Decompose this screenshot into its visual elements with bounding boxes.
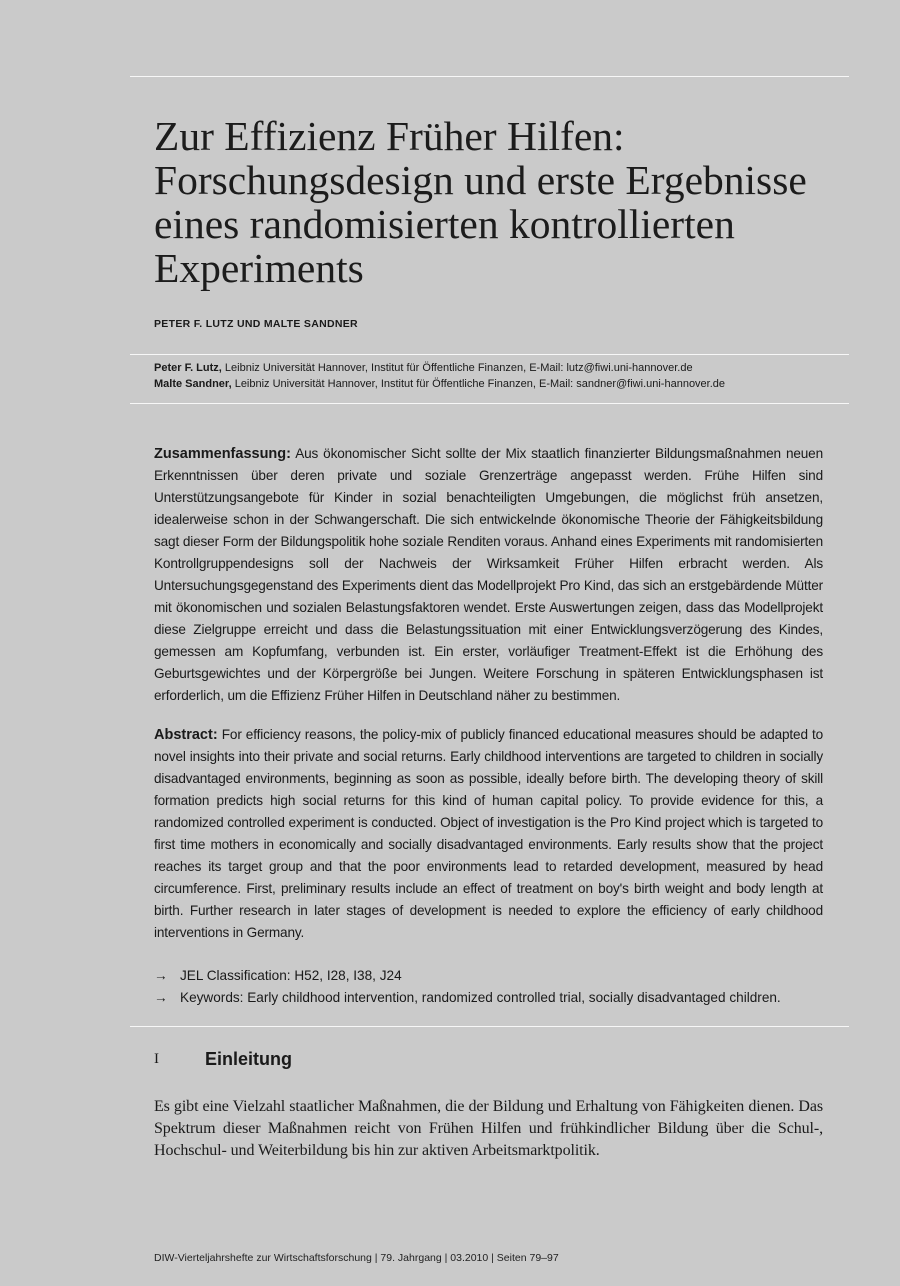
zusammenfassung-text: Aus ökonomischer Sicht sollte der Mix staatlich finanzierter Bildungsmaßnahmen neuen Erkenntnissen über deren private und soziale Grenzerträge angepasst werden. Frühe Hilfen sind Unterstützungsangebote für Kinder in sozial benachteiligten Umgebungen, die möglichst früh ansetzen, idealerweise schon in der Schwangerschaft. Die sich entwickelnde ökonomische Theorie der Fähigkeitsbildung sagt dieser Form der Bildungspolitik hohe soziale Renditen voraus. Anhand eines Experiments mit randomisierten Kontrollgruppendesigns soll der Nachweis der Wirksamkeit Früher Hilfen erbracht werden. Als Untersuchungsgegenstand des Experiments dient das Modellprojekt Pro Kind, das sich an erstgebärdende Mütter mit ökonomischen und sozialen Belastungsfaktoren wendet. Erste Auswertungen zeigen, dass das Modellprojekt diese Zielgruppe erreicht und dass die Belastungssituation mit einer Entwicklungsverzögerung des Kindes, gemessen am Kopfumfang, verbunden ist. Ein erster, vorläufiger Treatment-Effekt ist die Erhöhung des Geburtsgewichtes und der Körpergröße bei Jungen. Weitere Forschung in späteren Entwicklungsphasen ist erforderlich, um die Effizienz Früher Hilfen in Deutschland näher zu bestimmen.: [154, 446, 823, 703]
jel-classification-text: JEL Classification: H52, I28, I38, J24: [180, 968, 402, 983]
affiliation-top-rule: [130, 354, 849, 355]
journal-footer: DIW-Vierteljahrshefte zur Wirtschaftsforschung | 79. Jahrgang | 03.2010 | Seiten 79–97: [154, 1252, 559, 1264]
affiliation-2-text: Leibniz Universität Hannover, Institut für Öffentliche Finanzen, E-Mail: sandner@fiwi.uni-hannover.de: [231, 378, 726, 390]
keywords-line: [154, 987, 781, 1009]
top-rule: [130, 76, 849, 77]
section-number: I: [154, 1051, 159, 1067]
keywords-list: [154, 965, 781, 1009]
affiliation-1-text: Leibniz Universität Hannover, Institut für Öffentliche Finanzen, E-Mail: lutz@fiwi.uni-hannover.de: [221, 362, 693, 374]
body-paragraph: Es gibt eine Vielzahl staatlicher Maßnahmen, die der Bildung und Erhaltung von Fähigkeiten dienen. Das Spektrum dieser Maßnahmen reicht von Frühen Hilfen und frühkindlicher Bildung über die Schul-, Hochschul- und Weiterbildung bis hin zur aktiven Arbeitsmarktpolitik.: [154, 1098, 823, 1159]
section-divider: [130, 1026, 849, 1027]
affiliations: [154, 360, 854, 392]
affiliation-2: [154, 376, 854, 392]
section-title: Einleitung: [205, 1049, 292, 1069]
jel-classification: [154, 965, 781, 987]
abstract-text: For efficiency reasons, the policy-mix of publicly financed educational measures should be adapted to novel insights into their private and social returns. Early childhood interventions are targeted to children in socially disadvantaged environments, beginning as soon as possible, ideally before birth. The developing theory of skill formation predicts high social returns for this kind of human capital policy. To provide evidence for this, a randomized controlled experiment is conducted. Object of investigation is the Pro Kind project which is targeted to first time mothers in economically and socially disadvantaged environments. Early results show that the project reaches its target group and that the poor environments lead to retarded development, measured by head circumference. First, preliminary results include an effect of treatment on boy's birth weight and body length at birth. Further research in later stages of development is needed to explore the efficiency of early childhood interventions in Germany.: [154, 727, 823, 940]
zusammenfassung-paragraph: [154, 443, 823, 707]
affiliation-2-name: Malte Sandner,: [154, 378, 232, 390]
abstract-paragraph: [154, 724, 823, 944]
arrow-right-icon: →: [154, 968, 168, 983]
keywords-text: Keywords: Early childhood intervention, randomized controlled trial, socially disadvantaged children.: [180, 990, 781, 1005]
paper-title: Zur Effizienz Früher Hilfen: Forschungsdesign und erste Ergebnisse eines randomisierten kontrollierten Experiments: [154, 113, 807, 291]
affiliation-bottom-rule: [130, 403, 849, 404]
arrow-right-icon: →: [154, 990, 168, 1005]
affiliation-1: [154, 360, 854, 376]
abstract-label: Abstract:: [154, 727, 218, 743]
authors-line: PETER F. LUTZ UND MALTE SANDNER: [154, 318, 358, 330]
zusammenfassung-label: Zusammenfassung:: [154, 446, 291, 462]
affiliation-1-name: Peter F. Lutz,: [154, 362, 222, 374]
